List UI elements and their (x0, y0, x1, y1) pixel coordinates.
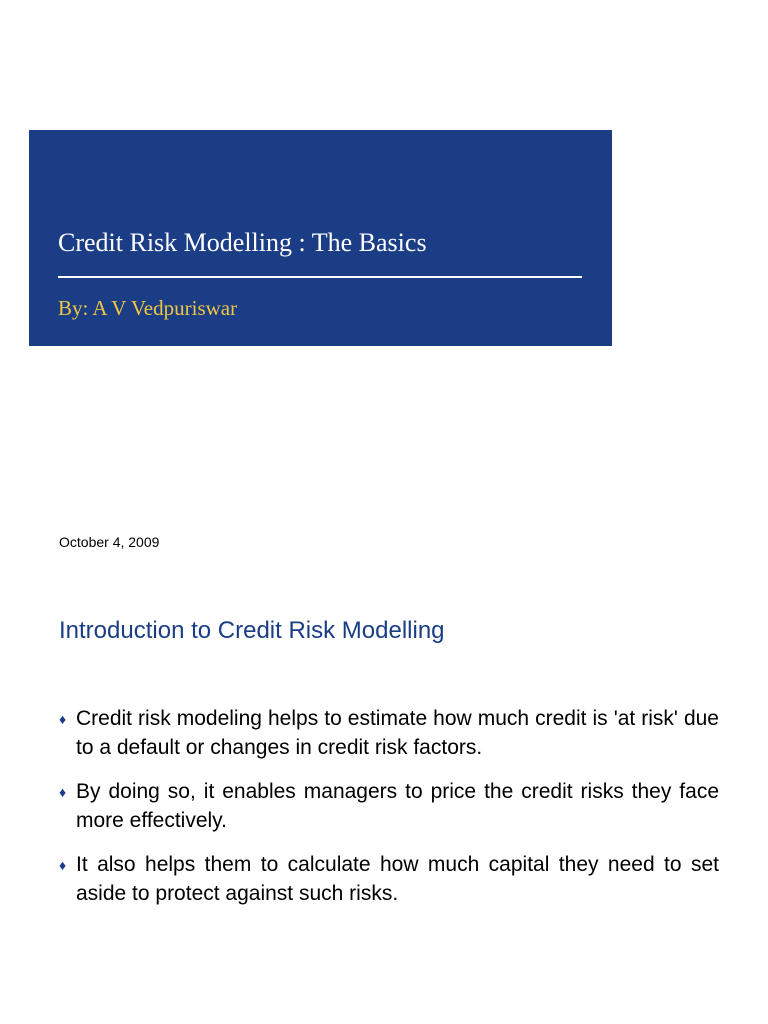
diamond-bullet-icon: ♦ (59, 857, 67, 873)
bullet-text: By doing so, it enables managers to price the credit risks they face more effectively. (76, 780, 719, 832)
bullet-item (59, 850, 719, 908)
title-divider (58, 276, 582, 278)
bullet-text: It also helps them to calculate how much capital they need to set aside to protect against such risks. (76, 853, 719, 905)
section-heading: Introduction to Credit Risk Modelling (59, 617, 445, 644)
bullet-list (59, 704, 719, 923)
bullet-item (59, 777, 719, 835)
presentation-title: Credit Risk Modelling : The Basics (58, 228, 427, 257)
title-banner (29, 130, 612, 346)
diamond-bullet-icon: ♦ (59, 711, 67, 727)
bullet-text: Credit risk modeling helps to estimate how much credit is 'at risk' due to a default or changes in credit risk factors. (76, 707, 719, 759)
presentation-author: By: A V Vedpuriswar (58, 296, 238, 320)
diamond-bullet-icon: ♦ (59, 784, 67, 800)
presentation-date: October 4, 2009 (59, 534, 160, 550)
bullet-item (59, 704, 719, 762)
